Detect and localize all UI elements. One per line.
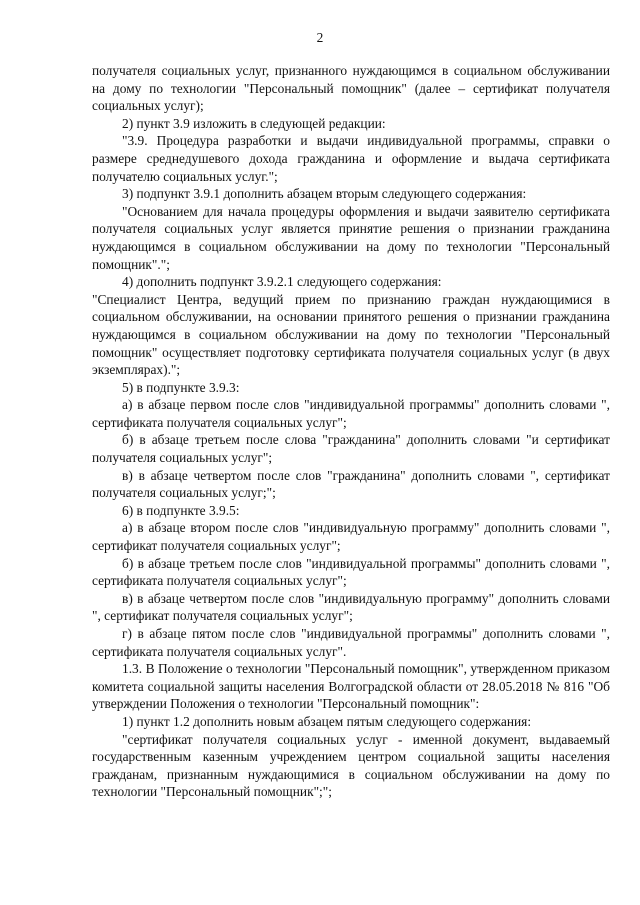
paragraph: 2) пункт 3.9 изложить в следующей редакции:	[122, 115, 386, 131]
paragraph: получателя социальных услуг, признанного нуждающимся в социальном обслуживании на дому по технологии "Персональный помощник" (далее – сертификат получателя социальных услуг);	[92, 63, 610, 114]
paragraph: 6) в подпункте 3.9.5:	[122, 502, 240, 518]
paragraph: в) в абзаце четвертом после слов "гражданина" дополнить словами ", сертификат получателя социальных услуг;";	[92, 467, 610, 501]
paragraph: "сертификат получателя социальных услуг - именной документ, выдаваемый государственным казенным учреждением центром социальной защиты населения гражданам, признанным нуждающимися в социальном обслуживании на дому по технологии "Персональный помощник";";	[92, 731, 610, 800]
paragraph: 3) подпункт 3.9.1 дополнить абзацем вторым следующего содержания:	[122, 186, 527, 202]
paragraph: "Специалист Центра, ведущий прием по признанию граждан нуждающимися в социальном обслуживании, на основании принятого решения о признании гражданина нуждающимся в социальном обслуживании на дому по технологии "Персональный помощник" осуществляет подготовку сертификата получателя социальных услуг (в двух экземплярах).";	[92, 291, 610, 378]
paragraph: 5) в подпункте 3.9.3:	[122, 379, 240, 395]
paragraph: г) в абзаце пятом после слов "индивидуальной программы" дополнить словами ", сертификата получателя социальных услуг".	[92, 626, 610, 659]
paragraph: 4) дополнить подпункт 3.9.2.1 следующего содержания:	[122, 274, 442, 290]
paragraph: "Основанием для начала процедуры оформления и выдачи заявителю сертификата получателя социальных услуг является принятие решения о признании гражданина нуждающимся в социальном обслуживании на дому по технологии "Персональный помощник".";	[92, 203, 610, 272]
paragraph: а) в абзаце первом после слов "индивидуальной программы" дополнить словами ", сертификата получателя социальных услуг";	[92, 397, 610, 430]
paragraph: б) в абзаце третьем после слова "гражданина" дополнить словами "и сертификат получателя социальных услуг";	[92, 432, 610, 466]
paragraph: б) в абзаце третьем после слов "индивидуальной программы" дополнить словами ", сертификата получателя социальных услуг";	[92, 555, 610, 589]
paragraph: 1) пункт 1.2 дополнить новым абзацем пятым следующего содержания:	[122, 713, 532, 729]
document-body	[92, 62, 610, 801]
paragraph: 1.3. В Положение о технологии "Персональный помощник", утвержденном приказом комитета социальной защиты населения Волгоградской области от 28.05.2018 № 816 "Об утверждении Положения о технологии "Персональный помощник":	[92, 661, 610, 712]
paragraph: "3.9. Процедура разработки и выдачи индивидуальной программы, справки о размере среднедушевого дохода гражданина и оформление и выдача сертификата получателю социальных услуг.";	[92, 133, 610, 184]
paragraph: в) в абзаце четвертом после слов "индивидуальную программу" дополнить словами ", сертификат получателя социальных услуг";	[92, 590, 610, 624]
paragraph: а) в абзаце втором после слов "индивидуальную программу" дополнить словами ", сертификат получателя социальных услуг";	[92, 520, 610, 554]
page-number: 2	[316, 30, 324, 45]
